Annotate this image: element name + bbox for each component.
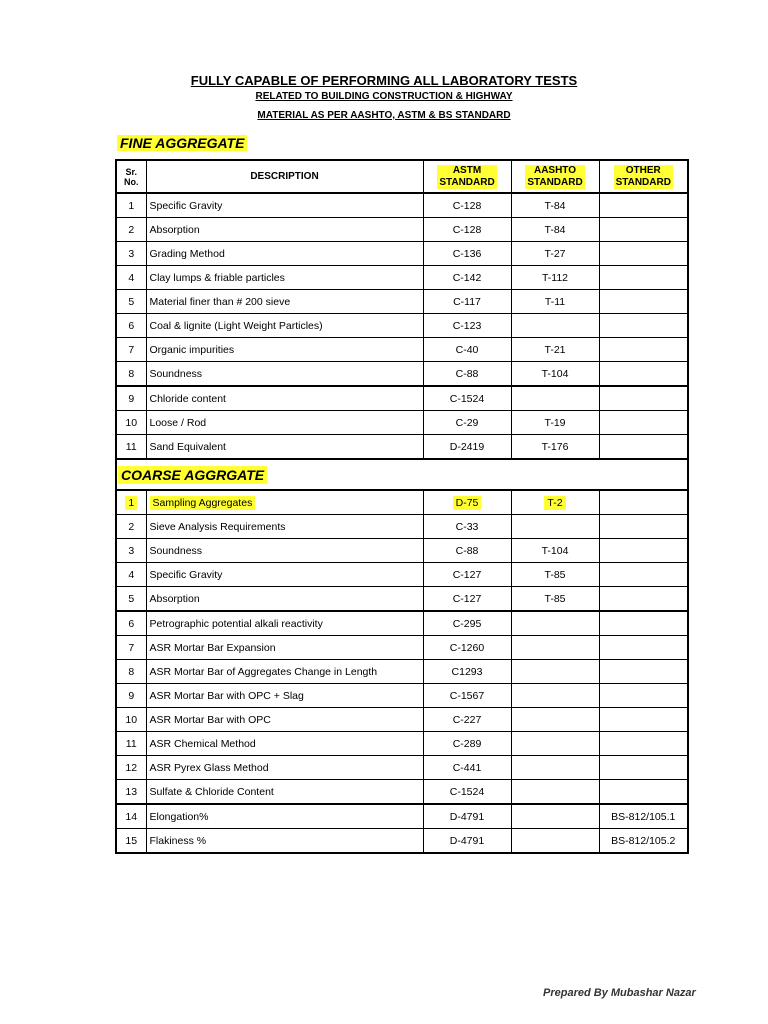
astm-cell	[423, 490, 511, 515]
description-cell: Coal & lignite (Light Weight Particles)	[146, 314, 423, 338]
other-standard-cell	[599, 290, 688, 314]
aashto-cell	[511, 756, 599, 780]
aashto-header-line1: AASHTO	[533, 164, 577, 176]
sr-no-cell: 11	[116, 435, 146, 460]
coarse-aggregate-section-row	[116, 459, 688, 490]
sr-no-cell: 3	[116, 242, 146, 266]
sr-no-cell: 14	[116, 804, 146, 829]
table-row	[116, 218, 688, 242]
table-row	[116, 411, 688, 435]
astm-cell: C-127	[423, 587, 511, 612]
astm-cell: C-1524	[423, 780, 511, 805]
table-row	[116, 732, 688, 756]
table-row	[116, 362, 688, 387]
astm-cell: C-295	[423, 611, 511, 636]
aashto-cell	[511, 732, 599, 756]
description-cell: Absorption	[146, 587, 423, 612]
sr-no-cell: 2	[116, 515, 146, 539]
sr-no-cell: 3	[116, 539, 146, 563]
document-subtitle-standards: MATERIAL AS PER AASHTO, ASTM & BS STANDARD	[257, 110, 511, 121]
table-row	[116, 756, 688, 780]
description-cell: ASR Mortar Bar of Aggregates Change in Length	[146, 660, 423, 684]
astm-cell: C-128	[423, 193, 511, 218]
aashto-cell: T-84	[511, 193, 599, 218]
description-cell: ASR Mortar Bar Expansion	[146, 636, 423, 660]
other-standard-cell	[599, 539, 688, 563]
description-cell: Sieve Analysis Requirements	[146, 515, 423, 539]
table-row	[116, 660, 688, 684]
description-cell-highlight: Sampling Aggregates	[150, 496, 256, 510]
aashto-cell	[511, 314, 599, 338]
table-row	[116, 587, 688, 612]
table-row	[116, 563, 688, 587]
astm-cell: C-117	[423, 290, 511, 314]
aashto-cell	[511, 684, 599, 708]
aashto-cell: T-84	[511, 218, 599, 242]
aashto-cell: T-104	[511, 539, 599, 563]
other-standard-cell	[599, 386, 688, 411]
astm-standard-header	[423, 160, 511, 193]
table-row	[116, 804, 688, 829]
table-row	[116, 266, 688, 290]
other-header-line2: STANDARD	[615, 176, 671, 188]
astm-cell: D-4791	[423, 829, 511, 854]
table-row	[116, 515, 688, 539]
other-standard-cell	[599, 435, 688, 460]
description-cell: Soundness	[146, 539, 423, 563]
aashto-header-line2: STANDARD	[527, 176, 583, 188]
aashto-cell	[511, 490, 599, 515]
other-standard-cell: BS-812/105.2	[599, 829, 688, 854]
coarse-aggregate-heading: COARSE AGGRGATE	[118, 466, 267, 484]
aashto-cell	[511, 804, 599, 829]
other-standard-cell	[599, 636, 688, 660]
other-standard-cell	[599, 338, 688, 362]
table-row	[116, 290, 688, 314]
other-standard-cell	[599, 362, 688, 387]
table-row	[116, 338, 688, 362]
other-standard-cell	[599, 684, 688, 708]
lab-tests-table	[115, 159, 689, 854]
astm-cell: C1293	[423, 660, 511, 684]
sr-no-cell: 15	[116, 829, 146, 854]
sr-no-cell: 4	[116, 266, 146, 290]
other-standard-cell	[599, 756, 688, 780]
sr-no-cell: 5	[116, 587, 146, 612]
other-header-line1: OTHER	[625, 164, 661, 176]
sr-no-cell: 8	[116, 362, 146, 387]
sr-no-cell: 13	[116, 780, 146, 805]
aashto-cell	[511, 386, 599, 411]
sr-no-cell: 9	[116, 386, 146, 411]
sr-no-cell: 1	[116, 193, 146, 218]
astm-header-line1: ASTM	[452, 164, 482, 176]
astm-cell: C-441	[423, 756, 511, 780]
sr-no-cell: 6	[116, 314, 146, 338]
other-standard-cell	[599, 242, 688, 266]
table-row	[116, 684, 688, 708]
aashto-standard-header	[511, 160, 599, 193]
astm-cell: C-33	[423, 515, 511, 539]
astm-cell: D-4791	[423, 804, 511, 829]
other-standard-cell	[599, 218, 688, 242]
aashto-cell: T-176	[511, 435, 599, 460]
sr-header-line1: Sr.	[125, 166, 137, 177]
other-standard-cell	[599, 314, 688, 338]
aashto-cell: T-85	[511, 587, 599, 612]
aashto-cell	[511, 515, 599, 539]
other-standard-cell	[599, 563, 688, 587]
other-standard-cell	[599, 515, 688, 539]
other-standard-cell: BS-812/105.1	[599, 804, 688, 829]
document-title: FULLY CAPABLE OF PERFORMING ALL LABORATORY TESTS	[190, 73, 578, 88]
other-standard-cell	[599, 266, 688, 290]
astm-cell-highlight: D-75	[453, 496, 482, 510]
other-standard-cell	[599, 411, 688, 435]
coarse-aggregate-section-cell	[116, 459, 688, 490]
description-cell: ASR Mortar Bar with OPC	[146, 708, 423, 732]
aashto-cell-highlight: T-2	[544, 496, 565, 510]
astm-cell: C-1260	[423, 636, 511, 660]
sr-no-cell-highlight: 1	[125, 496, 137, 510]
aashto-cell	[511, 829, 599, 854]
description-cell	[146, 490, 423, 515]
table-row	[116, 193, 688, 218]
fine-aggregate-heading: FINE AGGREGATE	[117, 135, 247, 151]
astm-cell: D-2419	[423, 435, 511, 460]
prepared-by-signature: Prepared By Mubashar Nazar	[543, 987, 696, 999]
aashto-cell: T-112	[511, 266, 599, 290]
astm-cell: C-88	[423, 539, 511, 563]
table-row	[116, 539, 688, 563]
table-row	[116, 829, 688, 854]
aashto-cell	[511, 611, 599, 636]
sr-no-cell: 7	[116, 636, 146, 660]
sr-no-cell: 6	[116, 611, 146, 636]
sr-no-cell: 7	[116, 338, 146, 362]
sr-no-cell: 11	[116, 732, 146, 756]
sr-no-cell: 10	[116, 411, 146, 435]
astm-cell: C-227	[423, 708, 511, 732]
astm-cell: C-142	[423, 266, 511, 290]
description-cell: Soundness	[146, 362, 423, 387]
other-standard-cell	[599, 587, 688, 612]
table-row	[116, 780, 688, 805]
table-row	[116, 386, 688, 411]
aashto-cell: T-19	[511, 411, 599, 435]
other-standard-cell	[599, 708, 688, 732]
astm-cell: C-1567	[423, 684, 511, 708]
table-row	[116, 242, 688, 266]
description-cell: ASR Pyrex Glass Method	[146, 756, 423, 780]
astm-cell: C-1524	[423, 386, 511, 411]
sr-no-cell: 10	[116, 708, 146, 732]
table-row	[116, 435, 688, 460]
description-cell: Clay lumps & friable particles	[146, 266, 423, 290]
sr-no-cell: 12	[116, 756, 146, 780]
astm-cell: C-29	[423, 411, 511, 435]
aashto-cell: T-27	[511, 242, 599, 266]
table-row	[116, 708, 688, 732]
description-cell: Elongation%	[146, 804, 423, 829]
sr-header-line2: No.	[124, 176, 139, 187]
description-cell: Specific Gravity	[146, 193, 423, 218]
sr-no-cell	[116, 490, 146, 515]
description-cell: Sand Equivalent	[146, 435, 423, 460]
description-cell: Chloride content	[146, 386, 423, 411]
description-cell: ASR Chemical Method	[146, 732, 423, 756]
aashto-cell: T-104	[511, 362, 599, 387]
description-header: DESCRIPTION	[146, 160, 423, 193]
astm-cell: C-128	[423, 218, 511, 242]
astm-cell: C-136	[423, 242, 511, 266]
table-row	[116, 611, 688, 636]
sr-no-cell: 4	[116, 563, 146, 587]
description-cell: Sulfate & Chloride Content	[146, 780, 423, 805]
aashto-cell: T-11	[511, 290, 599, 314]
sr-no-cell: 8	[116, 660, 146, 684]
description-cell: ASR Mortar Bar with OPC + Slag	[146, 684, 423, 708]
sr-no-header	[116, 160, 146, 193]
other-standard-header	[599, 160, 688, 193]
document-subtitle-scope: RELATED TO BUILDING CONSTRUCTION & HIGHWAY	[255, 91, 513, 102]
astm-cell: C-88	[423, 362, 511, 387]
other-standard-cell	[599, 611, 688, 636]
description-cell: Petrographic potential alkali reactivity	[146, 611, 423, 636]
description-cell: Absorption	[146, 218, 423, 242]
other-standard-cell	[599, 780, 688, 805]
aashto-cell: T-85	[511, 563, 599, 587]
aashto-cell	[511, 636, 599, 660]
table-header-row	[116, 160, 688, 193]
sr-no-cell: 9	[116, 684, 146, 708]
aashto-cell: T-21	[511, 338, 599, 362]
aashto-cell	[511, 660, 599, 684]
description-cell: Flakiness %	[146, 829, 423, 854]
other-standard-cell	[599, 660, 688, 684]
description-cell: Grading Method	[146, 242, 423, 266]
description-cell: Material finer than # 200 sieve	[146, 290, 423, 314]
sr-no-cell: 2	[116, 218, 146, 242]
astm-cell: C-40	[423, 338, 511, 362]
aashto-cell	[511, 708, 599, 732]
table-row	[116, 636, 688, 660]
table-row	[116, 490, 688, 515]
astm-cell: C-127	[423, 563, 511, 587]
sr-no-cell: 5	[116, 290, 146, 314]
astm-cell: C-289	[423, 732, 511, 756]
other-standard-cell	[599, 193, 688, 218]
other-standard-cell	[599, 490, 688, 515]
aashto-cell	[511, 780, 599, 805]
astm-cell: C-123	[423, 314, 511, 338]
description-cell: Organic impurities	[146, 338, 423, 362]
table-row	[116, 314, 688, 338]
astm-header-line2: STANDARD	[439, 176, 495, 188]
description-cell: Specific Gravity	[146, 563, 423, 587]
description-cell: Loose / Rod	[146, 411, 423, 435]
other-standard-cell	[599, 732, 688, 756]
